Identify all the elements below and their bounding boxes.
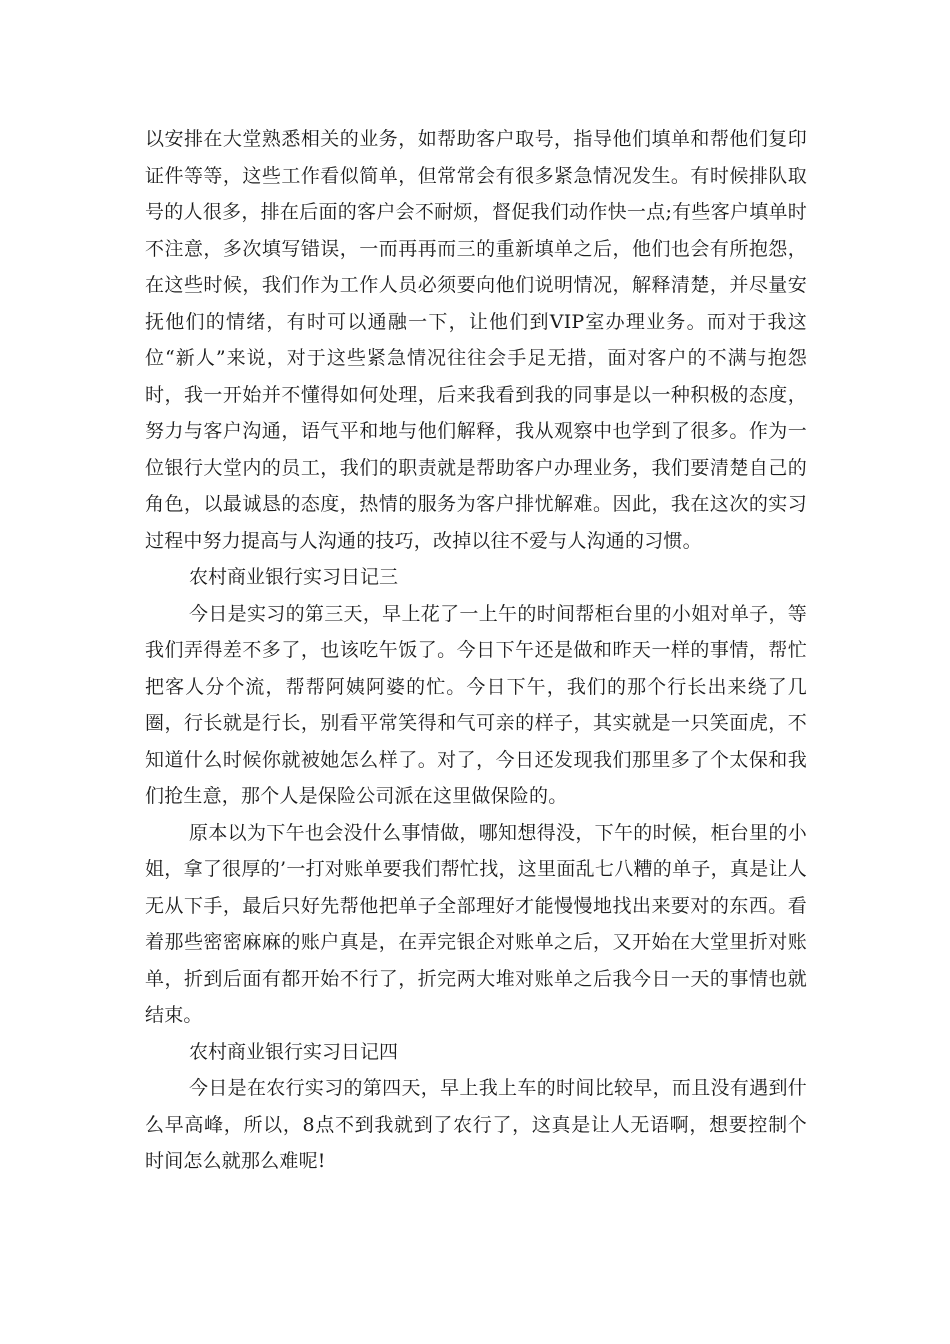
section-heading-diary-3: 农村商业银行实习日记三 — [189, 566, 399, 588]
body-paragraph: 今日是实习的第三天，早上花了一上午的时间帮柜台里的小姐对单子，等我们弄得差不多了，也该吃午饭了。今日下午还是做和昨天一样的事情，帮忙把客人分个流，帮帮阿姨阿婆的忙。今日下午，我们的那个行长出来绕了几圈，行长就是行长，别看平常笑得和气可亲的样子，其实就是一只笑面虎，不知道什么时候你就被她怎么样了。对了，今日还发现我们那里多了个太保和我们抢生意，那个人是保险公司派在这里做保险的。 — [145, 602, 807, 807]
document-body — [145, 121, 807, 1180]
body-paragraph: 以安排在大堂熟悉相关的业务，如帮助客户取号，指导他们填单和帮他们复印证件等等，这些工作看似简单，但常常会有很多紧急情况发生。有时候排队取号的人很多，排在后面的客户会不耐烦，督促我们动作快一点;有些客户填单时不注意，多次填写错误，一而再再而三的重新填单之后，他们也会有所抱怨，在这些时候，我们作为工作人员必须要向他们说明情况，解释清楚，并尽量安抚他们的情绪，有时可以通融一下，让他们到VIP室办理业务。而对于我这位“新人”来说，对于这些紧急情况往往会手足无措，面对客户的不满与抱怨时，我一开始并不懂得如何处理，后来我看到我的同事是以一种积极的态度，努力与客户沟通，语气平和地与他们解释，我从观察中也学到了很多。作为一位银行大堂内的员工，我们的职责就是帮助客户办理业务，我们要清楚自己的角色，以最诚恳的态度，热情的服务为客户排忧解难。因此，我在这次的实习过程中努力提高与人沟通的技巧，改掉以往不爱与人沟通的习惯。 — [145, 128, 807, 552]
body-paragraph: 今日是在农行实习的第四天，早上我上车的时间比较早，而且没有遇到什么早高峰，所以，8点不到我就到了农行了，这真是让人无语啊，想要控制个时间怎么就那么难呢! — [145, 1077, 807, 1172]
section-heading-diary-4: 农村商业银行实习日记四 — [189, 1040, 399, 1063]
body-paragraph: 原本以为下午也会没什么事情做，哪知想得没，下午的时候，柜台里的小姐，拿了很厚的’一打对账单要我们帮忙找，这里面乱七八糟的单子，真是让人无从下手，最后只好先帮他把单子全部理好才能慢慢地找出来要对的东西。看着那些密密麻麻的账户真是，在弄完银企对账单之后，又开始在大堂里折对账单，折到后面有都开始不行了，折完两大堆对账单之后我今日一天的事情也就结束。 — [145, 821, 807, 1026]
